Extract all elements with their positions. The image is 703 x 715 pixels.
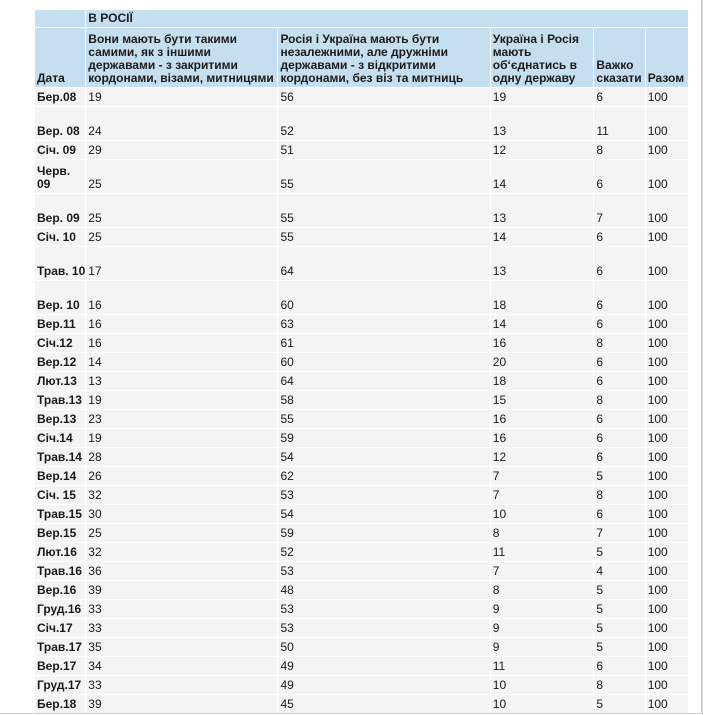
table-row <box>35 391 688 409</box>
cell-unite: 16 <box>491 410 594 428</box>
column-header-unite: Україна і Росія мають об‘єднатись в одну державу <box>491 28 594 87</box>
cell-date: Січ. 09 <box>35 141 85 159</box>
cell-closed-borders: 29 <box>86 141 277 159</box>
cell-unite: 10 <box>491 676 594 694</box>
cell-total: 100 <box>646 160 688 193</box>
column-header-open-borders: Росія і Україна мають бути незалежними, але дружніми державами - з відкритими кордонами, без віз та митниць <box>278 28 489 87</box>
table-row <box>35 695 688 713</box>
table-row <box>35 281 688 314</box>
cell-total: 100 <box>646 657 688 675</box>
cell-date: Вер.11 <box>35 315 85 333</box>
table-row <box>35 562 688 580</box>
cell-closed-borders: 23 <box>86 410 277 428</box>
column-header-hard-to-say: Важко сказати <box>594 28 644 87</box>
cell-total: 100 <box>646 600 688 618</box>
table-row <box>35 581 688 599</box>
cell-total: 100 <box>646 524 688 542</box>
cell-total: 100 <box>646 676 688 694</box>
cell-date: Бер.08 <box>35 88 85 106</box>
cell-open-borders: 53 <box>278 619 489 637</box>
cell-open-borders: 50 <box>278 638 489 656</box>
cell-total: 100 <box>646 619 688 637</box>
cell-total: 100 <box>646 505 688 523</box>
cell-total: 100 <box>646 372 688 390</box>
cell-date: Вер.17 <box>35 657 85 675</box>
cell-open-borders: 55 <box>278 194 489 227</box>
cell-date: Груд.16 <box>35 600 85 618</box>
cell-hard-to-say: 5 <box>594 543 644 561</box>
cell-hard-to-say: 5 <box>594 467 644 485</box>
cell-date: Груд.17 <box>35 676 85 694</box>
cell-date: Трав. 10 <box>35 247 85 280</box>
cell-open-borders: 64 <box>278 247 489 280</box>
cell-closed-borders: 33 <box>86 619 277 637</box>
cell-closed-borders: 16 <box>86 334 277 352</box>
cell-date: Вер.12 <box>35 353 85 371</box>
table-row <box>35 676 688 694</box>
cell-unite: 11 <box>491 543 594 561</box>
cell-open-borders: 56 <box>278 88 489 106</box>
cell-total: 100 <box>646 638 688 656</box>
cell-total: 100 <box>646 391 688 409</box>
table-row <box>35 160 688 193</box>
cell-total: 100 <box>646 228 688 246</box>
cell-total: 100 <box>646 581 688 599</box>
cell-closed-borders: 19 <box>86 88 277 106</box>
cell-open-borders: 48 <box>278 581 489 599</box>
cell-total: 100 <box>646 247 688 280</box>
cell-unite: 13 <box>491 107 594 140</box>
cell-unite: 9 <box>491 600 594 618</box>
cell-hard-to-say: 6 <box>594 247 644 280</box>
cell-total: 100 <box>646 194 688 227</box>
column-header-date: Дата <box>35 28 85 87</box>
cell-closed-borders: 33 <box>86 676 277 694</box>
cell-open-borders: 52 <box>278 107 489 140</box>
cell-date: Вер.13 <box>35 410 85 428</box>
table-row <box>35 194 688 227</box>
column-header-total: Разом <box>646 28 688 87</box>
cell-hard-to-say: 6 <box>594 160 644 193</box>
cell-date: Січ.17 <box>35 619 85 637</box>
cell-date: Вер.15 <box>35 524 85 542</box>
cell-open-borders: 59 <box>278 524 489 542</box>
cell-total: 100 <box>646 410 688 428</box>
cell-open-borders: 51 <box>278 141 489 159</box>
cell-total: 100 <box>646 448 688 466</box>
cell-total: 100 <box>646 334 688 352</box>
header-spacer <box>35 10 85 27</box>
cell-total: 100 <box>646 88 688 106</box>
cell-hard-to-say: 6 <box>594 228 644 246</box>
cell-open-borders: 55 <box>278 410 489 428</box>
cell-hard-to-say: 6 <box>594 410 644 428</box>
cell-unite: 9 <box>491 638 594 656</box>
cell-date: Трав.16 <box>35 562 85 580</box>
cell-date: Вер. 08 <box>35 107 85 140</box>
cell-closed-borders: 34 <box>86 657 277 675</box>
cell-total: 100 <box>646 315 688 333</box>
cell-closed-borders: 25 <box>86 524 277 542</box>
cell-total: 100 <box>646 695 688 713</box>
cell-hard-to-say: 8 <box>594 334 644 352</box>
table-title: В РОСІЇ <box>86 10 688 27</box>
table-row <box>35 334 688 352</box>
cell-open-borders: 59 <box>278 429 489 447</box>
cell-open-borders: 49 <box>278 657 489 675</box>
cell-date: Трав.14 <box>35 448 85 466</box>
cell-unite: 12 <box>491 141 594 159</box>
cell-unite: 15 <box>491 391 594 409</box>
table-row <box>35 429 688 447</box>
table-row <box>35 600 688 618</box>
cell-open-borders: 54 <box>278 505 489 523</box>
table-row <box>35 486 688 504</box>
cell-hard-to-say: 6 <box>594 372 644 390</box>
table-row <box>35 315 688 333</box>
cell-open-borders: 63 <box>278 315 489 333</box>
cell-open-borders: 49 <box>278 676 489 694</box>
cell-closed-borders: 28 <box>86 448 277 466</box>
table-row <box>35 141 688 159</box>
cell-unite: 13 <box>491 194 594 227</box>
table-row <box>35 247 688 280</box>
cell-closed-borders: 13 <box>86 372 277 390</box>
cell-unite: 7 <box>491 562 594 580</box>
cell-hard-to-say: 11 <box>594 107 644 140</box>
table-row <box>35 524 688 542</box>
cell-total: 100 <box>646 281 688 314</box>
cell-unite: 8 <box>491 581 594 599</box>
cell-closed-borders: 14 <box>86 353 277 371</box>
cell-unite: 12 <box>491 448 594 466</box>
cell-date: Січ. 10 <box>35 228 85 246</box>
cell-date: Трав.17 <box>35 638 85 656</box>
table-row <box>35 88 688 106</box>
cell-open-borders: 60 <box>278 353 489 371</box>
cell-closed-borders: 32 <box>86 543 277 561</box>
cell-open-borders: 52 <box>278 543 489 561</box>
table-row <box>35 228 688 246</box>
cell-hard-to-say: 8 <box>594 486 644 504</box>
cell-unite: 8 <box>491 524 594 542</box>
cell-hard-to-say: 4 <box>594 562 644 580</box>
table-row <box>35 619 688 637</box>
cell-date: Вер. 09 <box>35 194 85 227</box>
cell-unite: 9 <box>491 619 594 637</box>
cell-unite: 20 <box>491 353 594 371</box>
table-row <box>35 638 688 656</box>
cell-date: Трав.13 <box>35 391 85 409</box>
table-body <box>35 88 688 713</box>
cell-date: Січ.14 <box>35 429 85 447</box>
cell-open-borders: 58 <box>278 391 489 409</box>
cell-hard-to-say: 6 <box>594 281 644 314</box>
table-row <box>35 107 688 140</box>
cell-open-borders: 64 <box>278 372 489 390</box>
cell-unite: 18 <box>491 281 594 314</box>
poll-table <box>34 9 689 714</box>
cell-unite: 19 <box>491 88 594 106</box>
cell-open-borders: 61 <box>278 334 489 352</box>
cell-closed-borders: 24 <box>86 107 277 140</box>
cell-closed-borders: 30 <box>86 505 277 523</box>
table-row <box>35 543 688 561</box>
cell-unite: 7 <box>491 486 594 504</box>
cell-open-borders: 62 <box>278 467 489 485</box>
cell-closed-borders: 33 <box>86 600 277 618</box>
cell-unite: 10 <box>491 695 594 713</box>
cell-closed-borders: 39 <box>86 695 277 713</box>
cell-hard-to-say: 6 <box>594 505 644 523</box>
cell-open-borders: 53 <box>278 600 489 618</box>
cell-open-borders: 60 <box>278 281 489 314</box>
cell-date: Лют.13 <box>35 372 85 390</box>
cell-total: 100 <box>646 486 688 504</box>
cell-closed-borders: 16 <box>86 315 277 333</box>
cell-closed-borders: 25 <box>86 228 277 246</box>
cell-hard-to-say: 8 <box>594 141 644 159</box>
cell-unite: 14 <box>491 315 594 333</box>
cell-open-borders: 54 <box>278 448 489 466</box>
cell-closed-borders: 36 <box>86 562 277 580</box>
cell-hard-to-say: 5 <box>594 695 644 713</box>
cell-closed-borders: 25 <box>86 194 277 227</box>
cell-closed-borders: 32 <box>86 486 277 504</box>
cell-unite: 16 <box>491 429 594 447</box>
table-row <box>35 410 688 428</box>
cell-hard-to-say: 7 <box>594 194 644 227</box>
cell-hard-to-say: 8 <box>594 676 644 694</box>
cell-hard-to-say: 6 <box>594 657 644 675</box>
cell-total: 100 <box>646 543 688 561</box>
cell-date: Черв. 09 <box>35 160 85 193</box>
cell-open-borders: 55 <box>278 160 489 193</box>
cell-unite: 7 <box>491 467 594 485</box>
cell-hard-to-say: 6 <box>594 353 644 371</box>
table-row <box>35 353 688 371</box>
cell-closed-borders: 39 <box>86 581 277 599</box>
table-row <box>35 657 688 675</box>
cell-closed-borders: 19 <box>86 429 277 447</box>
cell-hard-to-say: 6 <box>594 88 644 106</box>
cell-date: Січ. 15 <box>35 486 85 504</box>
cell-date: Лют.16 <box>35 543 85 561</box>
cell-open-borders: 53 <box>278 562 489 580</box>
cell-closed-borders: 17 <box>86 247 277 280</box>
cell-closed-borders: 25 <box>86 160 277 193</box>
cell-open-borders: 55 <box>278 228 489 246</box>
cell-date: Вер.16 <box>35 581 85 599</box>
cell-total: 100 <box>646 141 688 159</box>
table-row <box>35 372 688 390</box>
cell-unite: 11 <box>491 657 594 675</box>
cell-closed-borders: 26 <box>86 467 277 485</box>
cell-total: 100 <box>646 353 688 371</box>
cell-hard-to-say: 5 <box>594 600 644 618</box>
table-row <box>35 467 688 485</box>
column-header-closed-borders: Вони мають бути такими самими, як з іншими державами - з закритими кордонами, візами, митницями <box>86 28 277 87</box>
cell-hard-to-say: 7 <box>594 524 644 542</box>
cell-open-borders: 45 <box>278 695 489 713</box>
cell-open-borders: 53 <box>278 486 489 504</box>
cell-hard-to-say: 8 <box>594 391 644 409</box>
cell-total: 100 <box>646 107 688 140</box>
cell-hard-to-say: 5 <box>594 619 644 637</box>
cell-unite: 10 <box>491 505 594 523</box>
cell-closed-borders: 35 <box>86 638 277 656</box>
cell-unite: 14 <box>491 228 594 246</box>
cell-hard-to-say: 6 <box>594 448 644 466</box>
cell-date: Бер.18 <box>35 695 85 713</box>
cell-closed-borders: 16 <box>86 281 277 314</box>
table-row <box>35 448 688 466</box>
cell-unite: 16 <box>491 334 594 352</box>
cell-hard-to-say: 5 <box>594 638 644 656</box>
cell-unite: 14 <box>491 160 594 193</box>
table-row <box>35 505 688 523</box>
cell-date: Вер. 10 <box>35 281 85 314</box>
cell-hard-to-say: 6 <box>594 315 644 333</box>
cell-closed-borders: 19 <box>86 391 277 409</box>
cell-unite: 18 <box>491 372 594 390</box>
cell-total: 100 <box>646 429 688 447</box>
cell-total: 100 <box>646 467 688 485</box>
cell-hard-to-say: 6 <box>594 429 644 447</box>
cell-total: 100 <box>646 562 688 580</box>
cell-hard-to-say: 5 <box>594 581 644 599</box>
cell-date: Вер.14 <box>35 467 85 485</box>
cell-unite: 13 <box>491 247 594 280</box>
cell-date: Трав.15 <box>35 505 85 523</box>
cell-date: Січ.12 <box>35 334 85 352</box>
